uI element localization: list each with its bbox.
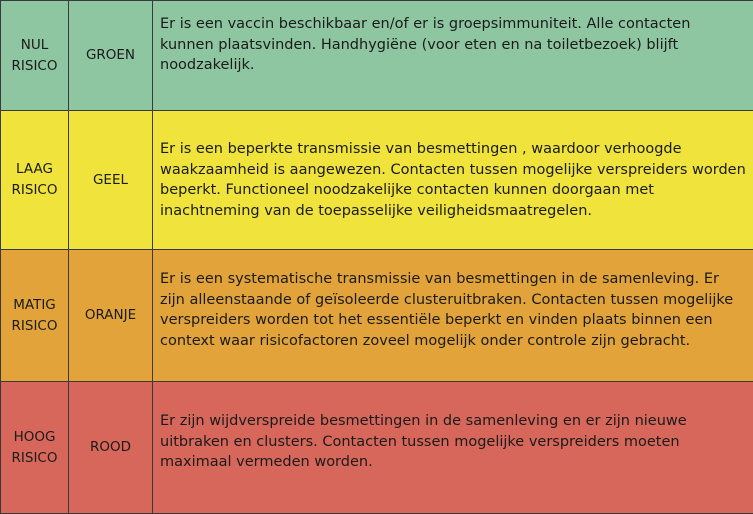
risk-level-word: HOOG bbox=[3, 427, 66, 448]
risk-level-cell bbox=[1, 111, 69, 250]
risk-level-risico: RISICO bbox=[3, 180, 66, 201]
risk-level-cell bbox=[1, 250, 69, 382]
risk-color-label: GROEN bbox=[69, 1, 153, 111]
risk-level-cell bbox=[1, 1, 69, 111]
risk-row-matig bbox=[1, 250, 753, 382]
risk-color-label: ORANJE bbox=[69, 250, 153, 382]
risk-color-label: ROOD bbox=[69, 382, 153, 514]
risk-description: Er zijn wijdverspreide besmettingen in de samenleving en er zijn nieuwe uitbraken en clusters. Contacten tussen mogelijke verspreiders moeten maximaal vermeden worden. bbox=[160, 411, 747, 473]
risk-level-word: MATIG bbox=[3, 295, 66, 316]
risk-description-cell bbox=[153, 111, 753, 250]
risk-description-cell bbox=[153, 382, 753, 514]
risk-color-label: GEEL bbox=[69, 111, 153, 250]
risk-row-nul bbox=[1, 1, 753, 111]
risk-level-risico: RISICO bbox=[3, 316, 66, 337]
risk-level-cell bbox=[1, 382, 69, 514]
risk-description: Er is een beperkte transmissie van besmettingen , waardoor verhoogde waakzaamheid is aangewezen. Contacten tussen mogelijke verspreiders worden beperkt. Functioneel noodzakelijke contacten kunnen doorgaan met inachtneming van de toepasselijke veiligheidsmaatregelen. bbox=[160, 139, 747, 221]
risk-level-risico: RISICO bbox=[3, 448, 66, 469]
risk-description: Er is een systematische transmissie van besmettingen in de samenleving. Er zijn alleenstaande of geïsoleerde clusteruitbraken. Contacten tussen mogelijke verspreiders worden tot het essentiële beperkt en vinden plaats binnen een context waar risicofactoren zoveel mogelijk onder controle zijn gebracht. bbox=[160, 269, 747, 351]
risk-description-cell bbox=[153, 1, 753, 111]
risk-description-cell bbox=[153, 250, 753, 382]
risk-row-laag bbox=[1, 111, 753, 250]
risk-level-risico: RISICO bbox=[3, 56, 66, 77]
risk-level-word: NUL bbox=[3, 35, 66, 56]
risk-row-hoog bbox=[1, 382, 753, 514]
risk-description: Er is een vaccin beschikbaar en/of er is groepsimmuniteit. Alle contacten kunnen plaatsvinden. Handhygiëne (voor eten en na toiletbezoek) blijft noodzakelijk. bbox=[160, 14, 747, 76]
risk-level-word: LAAG bbox=[3, 159, 66, 180]
risk-level-rows bbox=[1, 1, 753, 514]
